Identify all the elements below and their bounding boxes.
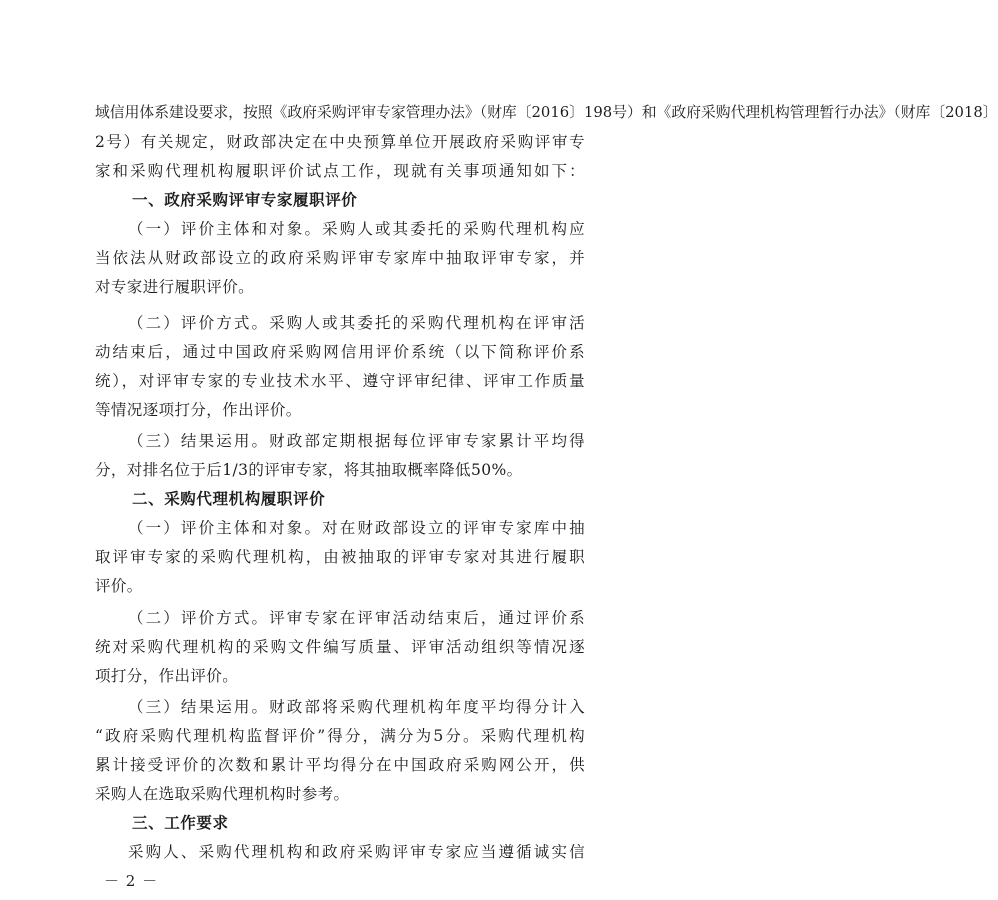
section-heading-1: 一、政府采购评审专家履职评价 [132,191,358,209]
paragraph-line-9: 动结束后，通过中国政府采购网信用评价系统（以下简称评价系 [95,343,585,361]
paragraph-line-23: 累计接受评价的次数和累计平均得分在中国政府采购网公开，供 [95,756,585,774]
section-heading-3: 三、工作要求 [132,814,229,832]
paragraph-line-21: （三）结果运用。财政部将采购代理机构年度平均得分计入 [128,698,585,716]
paragraph-line-7: 对专家进行履职评价。 [95,278,255,296]
paragraph-line-13: 分，对排名位于后1/3的评审专家，将其抽取概率降低50%。 [95,461,523,479]
page-number: － 2 － [104,872,159,890]
paragraph-line-26: 采购人、采购代理机构和政府采购评审专家应当遵循诚实信 [128,843,585,861]
paragraph-line-20: 项打分，作出评价。 [95,667,239,685]
paragraph-line-16: 取评审专家的采购代理机构，由被抽取的评审专家对其进行履职 [95,548,585,566]
paragraph-line-15: （一）评价主体和对象。对在财政部设立的评审专家库中抽 [128,519,585,537]
paragraph-line-19: 统对采购代理机构的采购文件编写质量、评审活动组织等情况逐 [95,638,585,656]
section-heading-2: 二、采购代理机构履职评价 [132,490,326,508]
paragraph-line-11: 等情况逐项打分，作出评价。 [95,401,302,419]
paragraph-line-6: 当依法从财政部设立的政府采购评审专家库中抽取评审专家，并 [95,249,585,267]
paragraph-line-17: 评价。 [95,577,143,595]
paragraph-line-5: （一）评价主体和对象。采购人或其委托的采购代理机构应 [128,220,585,238]
paragraph-line-10: 统），对评审专家的专业技术水平、遵守评审纪律、评审工作质量 [95,372,585,390]
paragraph-line-3: 家和采购代理机构履职评价试点工作，现就有关事项通知如下： [95,162,585,180]
paragraph-line-24: 采购人在选取采购代理机构时参考。 [95,785,350,803]
paragraph-line-12: （三）结果运用。财政部定期根据每位评审专家累计平均得 [128,432,585,450]
paragraph-line-22: “政府采购代理机构监督评价”得分，满分为5分。采购代理机构 [95,727,585,745]
paragraph-line-18: （二）评价方式。评审专家在评审活动结束后，通过评价系 [128,609,585,627]
paragraph-line-8: （二）评价方式。采购人或其委托的采购代理机构在评审活 [128,314,585,332]
paragraph-line-2: 2号）有关规定，财政部决定在中央预算单位开展政府采购评审专 [95,133,585,151]
paragraph-line-1: 域信用体系建设要求，按照《政府采购评审专家管理办法》（财库〔2016〕198号）和《政府采购代理机构管理暂行办法》（财库〔2018〕 [95,104,998,121]
